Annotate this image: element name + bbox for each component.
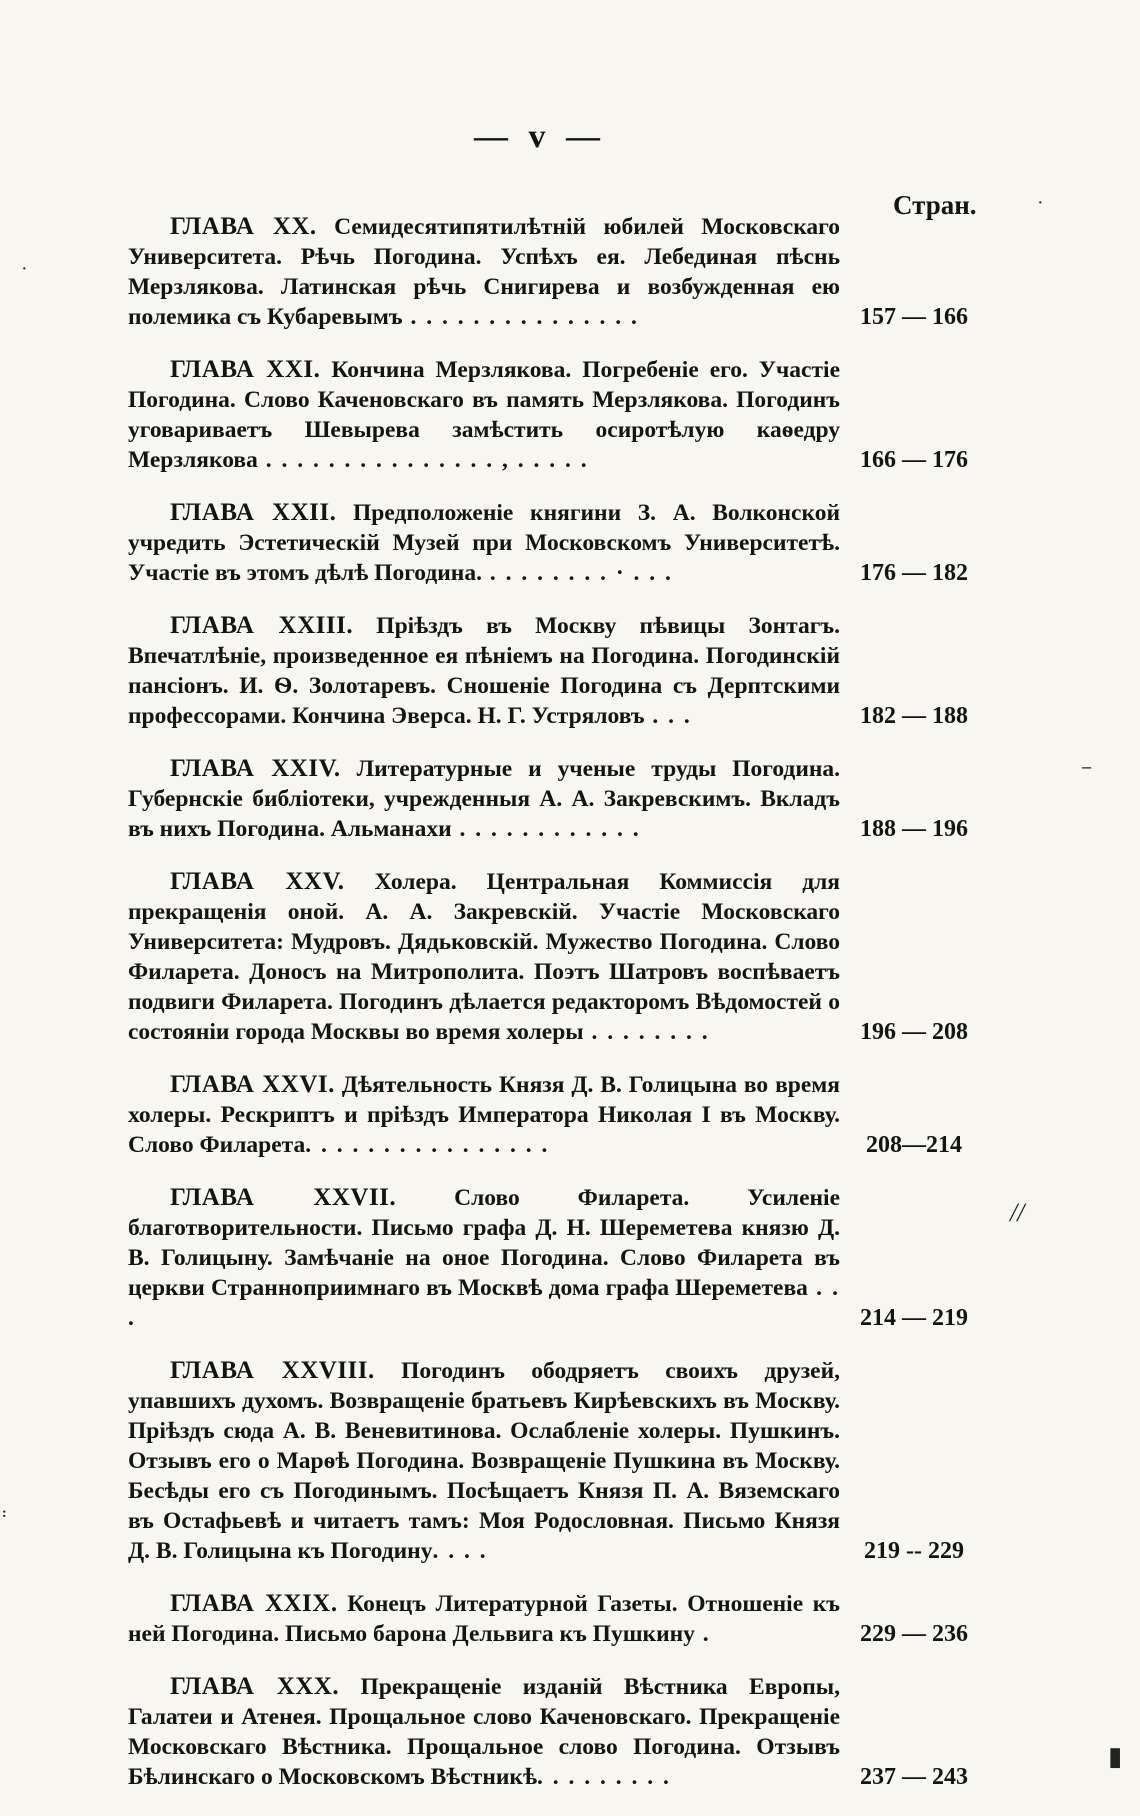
entry-text (128, 611, 840, 731)
scan-speck: · (1038, 196, 1043, 211)
toc-entry-chapter-24 (128, 754, 988, 844)
leader-dots: . . . . . . . . . . . . (451, 816, 641, 842)
leader-dots: . . . (128, 1275, 841, 1331)
entry-text (128, 1589, 840, 1649)
page-range: 188 — 196 (860, 816, 968, 842)
leader-dots: . . . . . . . . . (537, 1764, 671, 1790)
entry-text (128, 212, 840, 332)
chapter-label: ГЛАВА XXVI. (170, 1071, 335, 1098)
entry-text (128, 1672, 840, 1792)
chapter-description: Пріѣздъ въ Москву пѣвицы Зонтагъ. Впечатлѣніе, произведенное ея пѣніемъ на Погодина. Погодинскій пансіонъ. И. Ѳ. Золотаревъ. Сношеніе Погодина съ Дерптскими профессорами. Кончина Эверса. Н. Г. Устряловъ (128, 613, 841, 729)
chapter-label: ГЛАВА XX. (170, 213, 317, 240)
leader-dots: . . . . (432, 1538, 488, 1564)
toc-entry-chapter-28 (128, 1356, 988, 1566)
page-range: 157 — 166 (860, 304, 968, 330)
chapter-label: ГЛАВА XXVIII. (170, 1357, 375, 1384)
table-of-contents (128, 212, 988, 1815)
scan-speck: · (22, 262, 27, 277)
page-range: 176 — 182 (860, 560, 968, 586)
scan-speck: – (1082, 756, 1091, 776)
entry-text (128, 1183, 840, 1333)
leader-dots: . (694, 1621, 711, 1647)
chapter-description: Дѣятельность Князя Д. В. Голицына во время холеры. Рескриптъ и пріѣздъ Императора Николая I въ Москву. Слово Филарета (128, 1072, 841, 1158)
page-range: 166 — 176 (860, 447, 968, 473)
chapter-description: Прекращеніе изданій Вѣстника Европы, Галатеи и Атенея. Прощальное слово Каченовскаго. Прекращеніе Московскаго Вѣстника. Прощальное слово Погодина. Отзывъ Бѣлинскаго о Московскомъ Вѣстникѣ (128, 1674, 840, 1790)
page-range: 229 — 236 (860, 1621, 968, 1647)
leader-dots: . . . . . . . . . . . . . . . . (305, 1132, 550, 1158)
toc-entry-chapter-27 (128, 1183, 988, 1333)
toc-entry-chapter-25 (128, 867, 988, 1047)
leader-dots: . . . (644, 703, 692, 729)
scan-speck: ▮ (1108, 1742, 1123, 1771)
chapter-description: Погодинъ ободряетъ своихъ друзей, упавшихъ духомъ. Возвращеніе братьевъ Кирѣевскихъ въ Москву. Пріѣздъ сюда А. В. Веневитинова. Ослабленіе холеры. Пушкинъ. Отзывъ его о Марѳѣ Погодина. Возвращеніе Пушкина въ Москву. Бесѣды его съ Погодинымъ. Посѣщаетъ Князя П. А. Вяземскаго въ Остафьевѣ и читаетъ тамъ: Моя Родословная. Письмо Князя Д. В. Голицына къ Погодину (128, 1358, 840, 1564)
page-range: 196 — 208 (860, 1019, 968, 1045)
chapter-label: ГЛАВА XXVII. (170, 1184, 397, 1211)
page-number: — v — (474, 118, 606, 155)
page-range: 214 — 219 (860, 1305, 968, 1331)
chapter-label: ГЛАВА XXIV. (170, 755, 341, 782)
chapter-label: ГЛАВА XXX. (170, 1673, 340, 1700)
leader-dots: . . . . . . . . (583, 1019, 710, 1045)
leader-dots: . . . . . . . . . . . . . . . (402, 304, 639, 330)
pages-column-label: Стран. (893, 190, 977, 220)
chapter-label: ГЛАВА XXIII. (170, 612, 354, 639)
toc-entry-chapter-26 (128, 1070, 988, 1160)
chapter-description: Конецъ Литературной Газеты. Отношеніе къ ней Погодина. Письмо барона Дельвига къ Пушкину (128, 1591, 840, 1647)
scan-speck: : (2, 1506, 7, 1521)
page-range: 237 — 243 (860, 1764, 968, 1790)
entry-text (128, 498, 840, 588)
toc-entry-chapter-20 (128, 212, 988, 332)
entry-text (128, 1356, 840, 1566)
chapter-description: Кончина Мерзлякова. Погребеніе его. Участіе Погодина. Слово Каченовскаго въ память Мерзлякова. Погодинъ уговариваетъ Шевырева замѣстить осиротѣлую каѳедру Мерзлякова (128, 357, 840, 473)
chapter-label: ГЛАВА XXI. (170, 356, 321, 383)
chapter-label: ГЛАВА XXII. (170, 499, 337, 526)
entry-text (128, 867, 840, 1047)
chapter-description: Семидесятипятилѣтній юбилей Московскаго Университета. Рѣчь Погодина. Успѣхъ ея. Лебединая пѣснь Мерзлякова. Латинская рѣчь Снигирева и возбужденная ею полемика съ Кубаревымъ (128, 214, 840, 330)
leader-dots: . . . . . . . . . . . . . . . , . . . . . (257, 447, 589, 473)
chapter-description: Холера. Центральная Коммиссія для прекращенія оной. А. А. Закревскій. Участіе Московскаго Университета: Мудровъ. Дядьковскій. Мужество Погодина. Слово Филарета. Доносъ на Митрополита. Поэтъ Шатровъ воспѣваетъ подвиги Филарета. Погодинъ дѣлается редакторомъ Вѣдомостей о состояніи города Москвы во время холеры (128, 869, 840, 1045)
toc-entry-chapter-29 (128, 1589, 988, 1649)
toc-entry-chapter-22 (128, 498, 988, 588)
chapter-description: Слово Филарета. Усиленіе благотворительности. Письмо графа Д. Н. Шереметева князю Д. В. Голицыну. Замѣчаніе на оное Погодина. Слово Филарета въ церкви Странноприимнаго въ Москвѣ дома графа Шереметева (128, 1185, 841, 1301)
chapter-label: ГЛАВА XXV. (170, 868, 345, 895)
page-range: 219 -- 229 (864, 1538, 964, 1564)
toc-entry-chapter-21 (128, 355, 988, 475)
entry-text (128, 355, 840, 475)
page-range: 208—214 (866, 1132, 962, 1158)
toc-entry-chapter-30 (128, 1672, 988, 1792)
toc-entry-chapter-23 (128, 611, 988, 731)
page-range: 182 — 188 (860, 703, 968, 729)
leader-dots: . . . . . . . . · . . . (481, 560, 673, 586)
chapter-description: Литературные и ученые труды Погодина. Губернскіе библіотеки, учрежденныя А. А. Закревскимъ. Вкладъ въ нихъ Погодина. Альманахи (128, 756, 841, 842)
chapter-label: ГЛАВА XXIX. (170, 1590, 338, 1617)
entry-text (128, 754, 840, 844)
entry-text (128, 1070, 840, 1160)
chapter-description: Предположеніе княгини З. А. Волконской учредить Эстетическій Музей при Московскомъ Университетѣ. Участіе въ этомъ дѣлѣ Погодина. (128, 500, 841, 586)
pencil-mark: // (1010, 1198, 1025, 1227)
